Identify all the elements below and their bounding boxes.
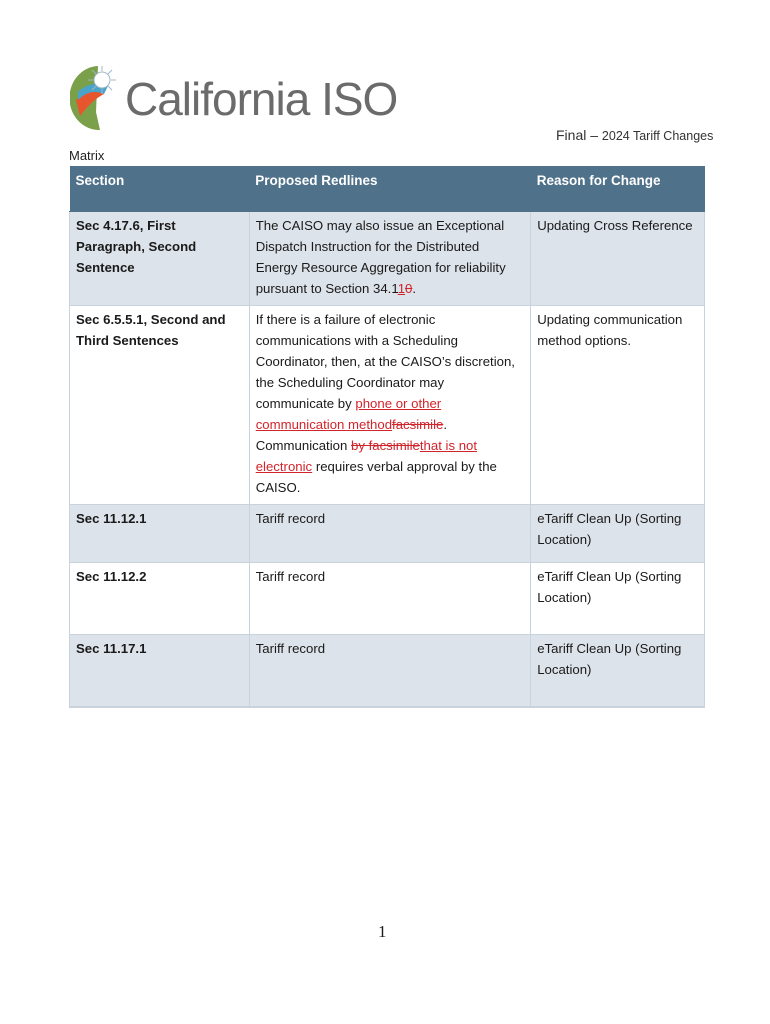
header-section: Section — [70, 166, 250, 212]
redline-deletion: by facsimile — [350, 438, 420, 453]
logo-mark-icon — [70, 60, 126, 140]
redline-insertion: phone or other communication method — [255, 396, 442, 432]
redline-text: The CAISO may also issue an Exceptional Dispatch Instruction for the Distributed Energy Resource Aggregation for reliability pursuant to Section 34.1 — [255, 218, 506, 296]
reason-cell: Updating communication method options. — [531, 306, 705, 505]
logo-text: California ISO — [125, 73, 398, 125]
redline-cell: Tariff record — [249, 635, 531, 708]
redline-cell — [249, 212, 531, 306]
section-cell: Sec 4.17.6, First Paragraph, Second Sentence — [70, 212, 250, 306]
redline-insertion: that is not electronic — [255, 438, 478, 474]
redline-cell: Tariff record — [249, 505, 531, 563]
page-number: 1 — [378, 922, 387, 941]
redline-text: If there is a failure of electronic communications with a Scheduling Coordinator, then, at the CAISO’s discretion, the Scheduling Coordinator may communicate by — [255, 312, 515, 411]
header-reason-for-change: Reason for Change — [531, 166, 705, 212]
redline-text: . Communication — [255, 417, 448, 453]
final-suffix: 2024 Tariff Changes — [601, 129, 714, 143]
redline-insertion: 1 — [397, 281, 406, 296]
header-proposed-redlines: Proposed Redlines — [249, 166, 531, 212]
reason-cell: eTariff Clean Up (Sorting Location) — [531, 635, 705, 708]
redline-cell: Tariff record — [249, 563, 531, 635]
table-header-row — [70, 166, 705, 212]
redline-text: requires verbal approval by the CAISO. — [255, 459, 497, 495]
section-cell: Sec 11.17.1 — [70, 635, 250, 708]
matrix-label: Matrix — [69, 148, 105, 163]
section-cell: Sec 11.12.2 — [70, 563, 250, 635]
table-row — [70, 505, 705, 563]
redline-deletion: facsimile — [392, 417, 444, 432]
redline-cell — [249, 306, 531, 505]
final-prefix: Final – — [556, 127, 602, 143]
reason-cell: eTariff Clean Up (Sorting Location) — [531, 505, 705, 563]
section-cell: Sec 6.5.5.1, Second and Third Sentences — [70, 306, 250, 505]
california-iso-logo — [70, 60, 398, 140]
section-cell: Sec 11.12.1 — [70, 505, 250, 563]
reason-cell: eTariff Clean Up (Sorting Location) — [531, 563, 705, 635]
tariff-changes-table — [69, 166, 705, 708]
table-row — [70, 563, 705, 635]
redline-text: . — [412, 281, 417, 296]
table-row — [70, 635, 705, 708]
table-row — [70, 212, 705, 306]
document-status — [556, 127, 713, 143]
table-row — [70, 306, 705, 505]
redline-deletion: 0 — [405, 281, 413, 296]
reason-cell: Updating Cross Reference — [531, 212, 705, 306]
